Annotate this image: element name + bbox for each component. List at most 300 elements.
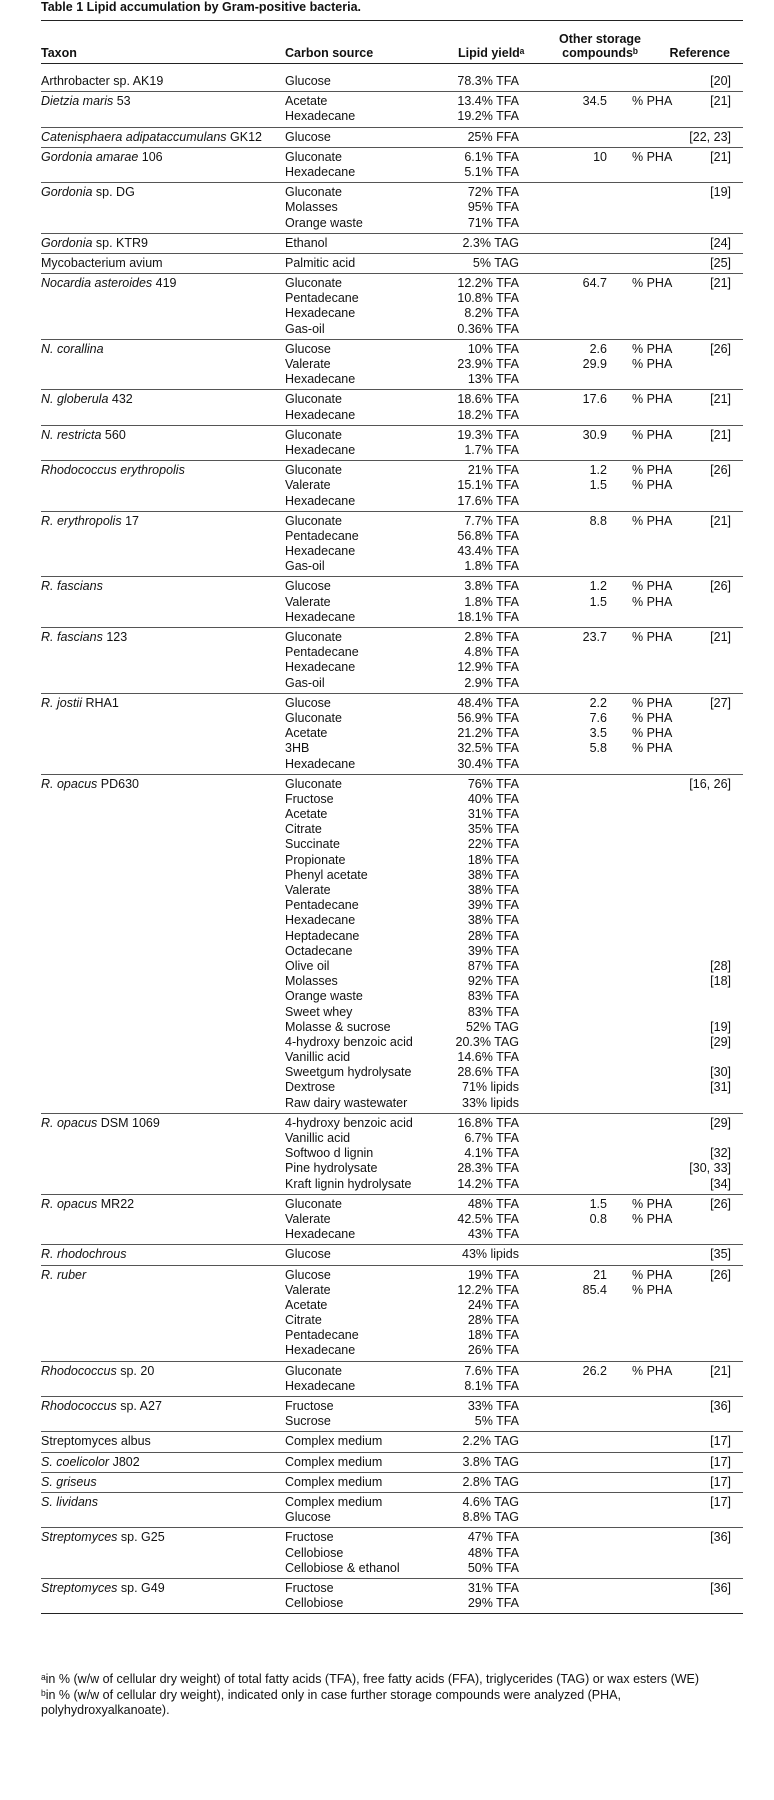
taxon-strain: 17 <box>121 513 139 528</box>
other-value-cell: 17.6 <box>582 392 607 407</box>
other-unit-cell: % PHA <box>632 741 673 756</box>
taxon-strain: 123 <box>102 630 128 644</box>
lipid-yield-cell: 7.6% TFA <box>464 1363 519 1378</box>
reference-cell: [26] <box>710 463 731 478</box>
taxon-cell <box>41 428 126 443</box>
taxon-strain: Mycobacterium avium <box>41 255 163 270</box>
lipid-yield-cell: 16.8% TFA <box>457 1115 519 1130</box>
carbon-source-cell: Complex medium <box>285 1454 383 1469</box>
reference-cell: [21] <box>710 513 731 528</box>
taxon-strain: sp. KTR9 <box>92 235 149 250</box>
lipid-yield-cell: 43% lipids <box>462 1247 519 1262</box>
reference-cell: [36] <box>710 1580 731 1595</box>
taxon-cell <box>41 463 185 478</box>
table-row <box>41 1116 743 1131</box>
taxon-italic: N. globerula <box>41 392 109 407</box>
carbon-source-cell: Complex medium <box>285 1474 383 1489</box>
taxon-strain: 53 <box>113 94 131 109</box>
lipid-yield-cell: 19.2% TFA <box>457 109 519 124</box>
taxon-italic: S. griseus <box>41 1474 97 1489</box>
lipid-yield-cell: 8.2% TFA <box>464 306 519 321</box>
table-row <box>41 185 743 200</box>
carbon-source-cell: Pentadecane <box>285 528 359 543</box>
table-row <box>41 1313 743 1328</box>
table-row <box>41 757 743 772</box>
reference-cell: [18] <box>710 974 731 989</box>
carbon-source-cell: Cellobiose & ethanol <box>285 1560 400 1575</box>
table-row <box>41 1455 743 1470</box>
carbon-source-cell: Gas-oil <box>285 675 325 690</box>
table-group <box>41 1493 743 1528</box>
carbon-source-cell: Heptadecane <box>285 928 360 943</box>
carbon-source-cell: Hexadecane <box>285 372 356 387</box>
reference-cell: [32] <box>710 1146 731 1161</box>
reference-cell: [30, 33] <box>689 1161 731 1176</box>
table-row <box>41 1581 743 1596</box>
other-value-cell: 29.9 <box>582 357 607 371</box>
table-group <box>41 92 743 127</box>
table-row <box>41 645 743 660</box>
taxon-italic: S. lividans <box>41 1494 98 1509</box>
table-row <box>41 74 743 89</box>
table-row <box>41 741 743 756</box>
lipid-yield-cell: 33% lipids <box>462 1095 519 1110</box>
table-row <box>41 792 743 807</box>
taxon-strain: GK12 <box>226 129 262 144</box>
table-row <box>41 443 743 458</box>
lipid-yield-cell: 1.8% TFA <box>464 594 519 609</box>
other-value-cell: 1.5 <box>589 594 607 609</box>
table-row <box>41 150 743 165</box>
table-row <box>41 408 743 423</box>
carbon-source-cell: Raw dairy wastewater <box>285 1095 408 1110</box>
table-row <box>41 236 743 251</box>
taxon-cell <box>41 630 127 645</box>
reference-cell: [21] <box>710 1363 731 1378</box>
carbon-source-cell: Succinate <box>285 837 340 852</box>
carbon-source-cell: Glucose <box>285 129 331 144</box>
lipid-yield-cell: 56.8% TFA <box>457 528 519 543</box>
carbon-source-cell: Fructose <box>285 791 334 806</box>
reference-cell: [19] <box>710 1019 731 1034</box>
carbon-source-cell: Fructose <box>285 1399 334 1413</box>
table-row <box>41 711 743 726</box>
other-value-cell: 5.8 <box>589 741 607 756</box>
lipid-yield-cell: 28% TFA <box>467 928 519 943</box>
other-unit-cell: % PHA <box>632 463 673 478</box>
carbon-source-cell: Gluconate <box>285 463 342 478</box>
lipid-yield-cell: 7.7% TFA <box>464 513 519 528</box>
table-row <box>41 1596 743 1611</box>
other-unit-cell: % PHA <box>632 1196 673 1211</box>
carbon-source-cell: Orange waste <box>285 215 363 230</box>
lipid-yield-cell: 12.2% TFA <box>457 1282 519 1297</box>
carbon-source-cell: Citrate <box>285 822 322 837</box>
taxon-cell <box>41 150 163 165</box>
table-row <box>41 1020 743 1035</box>
lipid-yield-cell: 21% TFA <box>467 463 519 478</box>
table-row <box>41 342 743 357</box>
lipid-yield-cell: 2.2% TAG <box>462 1434 519 1449</box>
other-value-cell: 3.5 <box>589 726 607 741</box>
taxon-strain: 432 <box>108 392 133 407</box>
lipid-yield-cell: 43% TFA <box>467 1227 519 1242</box>
table-group <box>41 1528 743 1579</box>
carbon-source-cell: Acetate <box>285 726 328 741</box>
other-value-cell: 1.5 <box>589 1196 607 1211</box>
lipid-yield-cell: 43.4% TFA <box>457 544 519 559</box>
taxon-cell <box>41 185 135 200</box>
carbon-source-cell: Glucose <box>285 579 331 594</box>
lipid-yield-cell: 35% TFA <box>467 822 519 837</box>
table-row <box>41 1080 743 1095</box>
lipid-yield-cell: 0.36% TFA <box>457 321 519 336</box>
other-unit-cell: % PHA <box>632 1363 673 1378</box>
lipid-yield-cell: 25% FFA <box>467 129 519 144</box>
footnote-b: ᵇin % (w/w of cellular dry weight), indicated only in case further storage compounds were analyzed (PHA, polyhydroxyalkanoate). <box>41 1687 621 1717</box>
reference-cell: [21] <box>710 392 731 407</box>
lipid-yield-cell: 32.5% TFA <box>457 741 519 756</box>
lipid-yield-cell: 72% TFA <box>467 185 519 200</box>
other-value-cell: 0.8 <box>589 1211 607 1226</box>
table-row <box>41 898 743 913</box>
taxon-italic: Rhodococcus <box>41 1363 117 1378</box>
lipid-yield-cell: 1.7% TFA <box>464 442 519 457</box>
reference-cell: [22, 23] <box>689 129 731 144</box>
reference-cell: [26] <box>710 341 731 356</box>
carbon-source-cell: Gluconate <box>285 276 342 291</box>
taxon-cell <box>41 342 104 357</box>
table-row <box>41 1364 743 1379</box>
table-row <box>41 357 743 372</box>
table-row <box>41 868 743 883</box>
reference-cell: [27] <box>710 695 731 710</box>
table-row <box>41 1065 743 1080</box>
table-row <box>41 1495 743 1510</box>
table-group <box>41 1397 743 1432</box>
other-unit-cell: % PHA <box>632 726 673 741</box>
lipid-yield-cell: 87% TFA <box>467 958 519 973</box>
carbon-source-cell: Ethanol <box>285 235 328 250</box>
other-unit-cell: % PHA <box>632 594 673 609</box>
taxon-cell <box>41 1530 165 1545</box>
table-row <box>41 256 743 271</box>
other-value-cell: 1.2 <box>589 579 607 594</box>
lipid-yield-cell: 22% TFA <box>467 837 519 852</box>
carbon-source-cell: Sweet whey <box>285 1004 353 1019</box>
taxon-italic: Rhodococcus <box>41 1399 117 1413</box>
table-row <box>41 1561 743 1576</box>
lipid-yield-cell: 23.9% TFA <box>457 357 519 371</box>
taxon-cell <box>41 236 148 251</box>
carbon-source-cell: Hexadecane <box>285 756 356 771</box>
lipid-yield-cell: 10% TFA <box>467 341 519 356</box>
carbon-source-cell: Glucose <box>285 695 331 710</box>
table-group <box>41 1473 743 1493</box>
lipid-yield-cell: 28.3% TFA <box>457 1161 519 1176</box>
taxon-italic: Streptomyces <box>41 1580 118 1595</box>
table-row <box>41 291 743 306</box>
table-row <box>41 1298 743 1313</box>
carbon-source-cell: Valerate <box>285 1282 331 1297</box>
taxon-italic: R. opacus <box>41 1196 98 1211</box>
carbon-source-cell: Gluconate <box>285 630 342 644</box>
other-unit-cell: % PHA <box>632 513 673 528</box>
table-row <box>41 1434 743 1449</box>
carbon-source-cell: Fructose <box>285 1530 334 1545</box>
lipid-yield-cell: 28% TFA <box>467 1313 519 1328</box>
lipid-yield-cell: 40% TFA <box>467 791 519 806</box>
table-row <box>41 494 743 509</box>
table-row <box>41 883 743 898</box>
lipid-yield-cell: 18% TFA <box>467 1328 519 1343</box>
table-row <box>41 807 743 822</box>
lipid-yield-cell: 71% lipids <box>462 1080 519 1095</box>
carbon-source-cell: Glucose <box>285 74 331 88</box>
carbon-source-cell: Molasse & sucrose <box>285 1019 391 1034</box>
taxon-strain: sp. DG <box>92 185 135 200</box>
carbon-source-cell: Fructose <box>285 1580 334 1595</box>
taxon-cell <box>41 1581 165 1596</box>
lipid-yield-cell: 31% TFA <box>467 1580 519 1595</box>
table-group <box>41 254 743 274</box>
table-group <box>41 1266 743 1362</box>
carbon-source-cell: 4-hydroxy benzoic acid <box>285 1034 413 1049</box>
reference-cell: [34] <box>710 1176 731 1191</box>
reference-cell: [25] <box>710 255 731 270</box>
reference-cell: [21] <box>710 149 731 164</box>
table-row <box>41 544 743 559</box>
carbon-source-cell: Gluconate <box>285 427 342 442</box>
other-unit-cell: % PHA <box>632 579 673 594</box>
lipid-yield-cell: 2.8% TFA <box>464 630 519 644</box>
carbon-source-cell: Valerate <box>285 883 331 897</box>
carbon-source-cell: Sweetgum hydrolysate <box>285 1065 412 1080</box>
taxon-cell <box>41 696 119 711</box>
taxon-strain: sp. 20 <box>116 1363 155 1378</box>
lipid-yield-cell: 39% TFA <box>467 943 519 958</box>
table-group <box>41 1362 743 1397</box>
table-group <box>41 1453 743 1473</box>
table-row <box>41 529 743 544</box>
table-group <box>41 1579 743 1614</box>
header-other-storage <box>545 32 655 60</box>
lipid-yield-cell: 12.9% TFA <box>457 660 519 675</box>
carbon-source-cell: Gluconate <box>285 185 342 200</box>
other-unit-cell: % PHA <box>632 1267 673 1282</box>
lipid-yield-cell: 21.2% TFA <box>457 726 519 741</box>
other-value-cell: 1.5 <box>589 478 607 493</box>
carbon-source-cell: Pentadecane <box>285 898 359 913</box>
carbon-source-cell: Valerate <box>285 1211 331 1226</box>
table-row <box>41 913 743 928</box>
lipid-yield-cell: 6.7% TFA <box>464 1131 519 1145</box>
reference-cell: [17] <box>710 1474 731 1489</box>
table-row <box>41 676 743 691</box>
lipid-yield-cell: 12.2% TFA <box>457 276 519 291</box>
carbon-source-cell: Valerate <box>285 357 331 371</box>
lipid-yield-cell: 18.1% TFA <box>457 609 519 624</box>
taxon-italic: N. corallina <box>41 341 104 356</box>
reference-cell: [19] <box>710 185 731 200</box>
lipid-yield-cell: 29% TFA <box>467 1596 519 1611</box>
other-unit-cell: % PHA <box>632 94 673 109</box>
reference-cell: [17] <box>710 1454 731 1469</box>
table-row <box>41 1161 743 1176</box>
taxon-italic: Gordonia <box>41 235 93 250</box>
taxon-cell <box>41 1116 160 1131</box>
table-group <box>41 148 743 183</box>
lipid-yield-cell: 56.9% TFA <box>457 710 519 725</box>
lipid-yield-cell: 18.6% TFA <box>457 392 519 407</box>
table-row <box>41 130 743 145</box>
lipid-yield-cell: 50% TFA <box>467 1560 519 1575</box>
carbon-source-cell: Valerate <box>285 478 331 493</box>
reference-cell: [26] <box>710 1196 731 1211</box>
lipid-yield-cell: 14.2% TFA <box>457 1176 519 1191</box>
carbon-source-cell: Phenyl acetate <box>285 867 368 882</box>
taxon-strain: PD630 <box>97 776 139 791</box>
taxon-strain: DSM 1069 <box>97 1115 160 1130</box>
carbon-source-cell: Gluconate <box>285 1196 342 1211</box>
table-row <box>41 1212 743 1227</box>
taxon-italic: Streptomyces <box>41 1530 118 1545</box>
other-unit-cell: % PHA <box>632 149 673 164</box>
reference-cell: [21] <box>710 94 731 109</box>
carbon-source-cell: Gluconate <box>285 392 342 407</box>
other-value-cell: 26.2 <box>582 1363 607 1378</box>
table-row <box>41 974 743 989</box>
lipid-yield-cell: 8.1% TFA <box>464 1378 519 1393</box>
table-row <box>41 1475 743 1490</box>
table-row <box>41 929 743 944</box>
taxon-cell <box>41 1197 134 1212</box>
table-row <box>41 579 743 594</box>
taxon-italic: Rhodococcus erythropolis <box>41 463 185 478</box>
table-row <box>41 1146 743 1161</box>
carbon-source-cell: Complex medium <box>285 1494 383 1509</box>
header-reference: Reference <box>669 46 730 60</box>
taxon-strain: sp. G49 <box>117 1580 165 1595</box>
table-row <box>41 726 743 741</box>
table-row <box>41 837 743 852</box>
taxon-cell <box>41 1455 140 1470</box>
carbon-source-cell: Gas-oil <box>285 321 325 336</box>
table-row <box>41 1050 743 1065</box>
lipid-yield-cell: 71% TFA <box>467 215 519 230</box>
carbon-source-cell: Hexadecane <box>285 442 356 457</box>
carbon-source-cell: Molasses <box>285 974 338 989</box>
carbon-source-cell: Hexadecane <box>285 913 356 928</box>
reference-cell: [21] <box>710 276 731 291</box>
header-other-line2: compoundsᵇ <box>562 46 638 60</box>
reference-cell: [28] <box>710 958 731 973</box>
lipid-yield-cell: 48% TFA <box>467 1196 519 1211</box>
carbon-source-cell: Glucose <box>285 1267 331 1282</box>
reference-cell: [26] <box>710 1267 731 1282</box>
carbon-source-cell: Hexadecane <box>285 109 356 124</box>
other-unit-cell: % PHA <box>632 392 673 407</box>
table-row <box>41 322 743 337</box>
table-row <box>41 306 743 321</box>
reference-cell: [31] <box>710 1080 731 1095</box>
carbon-source-cell: Hexadecane <box>285 609 356 624</box>
taxon-cell <box>41 777 139 792</box>
table-row <box>41 1343 743 1358</box>
table-row <box>41 1096 743 1111</box>
carbon-source-cell: 4-hydroxy benzoic acid <box>285 1115 413 1130</box>
taxon-strain: 106 <box>138 149 163 164</box>
carbon-source-cell: Glucose <box>285 1510 331 1525</box>
table-row <box>41 1035 743 1050</box>
table-row <box>41 660 743 675</box>
table-group <box>41 694 743 775</box>
carbon-source-cell: Acetate <box>285 1297 328 1312</box>
lipid-yield-cell: 38% TFA <box>467 913 519 928</box>
table-row <box>41 478 743 493</box>
taxon-italic: N. restricta <box>41 427 102 442</box>
other-value-cell: 30.9 <box>582 427 607 442</box>
table-row <box>41 1268 743 1283</box>
table-row <box>41 1530 743 1545</box>
taxon-cell <box>41 94 131 109</box>
lipid-yield-cell: 26% TFA <box>467 1343 519 1358</box>
table-group <box>41 512 743 578</box>
lipid-yield-cell: 4.1% TFA <box>464 1146 519 1161</box>
other-value-cell: 34.5 <box>582 94 607 109</box>
table-row <box>41 853 743 868</box>
carbon-source-cell: Hexadecane <box>285 164 356 179</box>
carbon-source-cell: Pine hydrolysate <box>285 1161 378 1176</box>
table-group <box>41 461 743 512</box>
table-group <box>41 1432 743 1452</box>
taxon-italic: R. opacus <box>41 1115 98 1130</box>
other-value-cell: 85.4 <box>582 1282 607 1297</box>
lipid-yield-cell: 5% TAG <box>472 255 519 270</box>
carbon-source-cell: Molasses <box>285 200 338 215</box>
reference-cell: [35] <box>710 1247 731 1262</box>
lipid-yield-cell: 78.3% TFA <box>457 74 519 88</box>
carbon-source-cell: Pentadecane <box>285 291 359 306</box>
table-row <box>41 372 743 387</box>
carbon-source-cell: Hexadecane <box>285 407 356 422</box>
reference-cell: [21] <box>710 630 731 644</box>
table-group <box>41 340 743 391</box>
other-value-cell: 2.6 <box>589 341 607 356</box>
lipid-yield-cell: 83% TFA <box>467 989 519 1004</box>
reference-cell: [20] <box>710 74 731 88</box>
table-row <box>41 1227 743 1242</box>
carbon-source-cell: Gluconate <box>285 1363 342 1378</box>
carbon-source-cell: Gluconate <box>285 513 342 528</box>
carbon-source-cell: Hexadecane <box>285 493 356 508</box>
other-unit-cell: % PHA <box>632 1282 673 1297</box>
lipid-yield-cell: 17.6% TFA <box>457 493 519 508</box>
carbon-source-cell: Acetate <box>285 807 328 822</box>
taxon-strain: 560 <box>101 427 126 442</box>
lipid-yield-cell: 13.4% TFA <box>457 94 519 109</box>
lipid-yield-cell: 52% TAG <box>465 1019 519 1034</box>
lipid-yield-cell: 24% TFA <box>467 1297 519 1312</box>
taxon-italic: R. erythropolis <box>41 513 122 528</box>
lipid-yield-cell: 48% TFA <box>467 1545 519 1560</box>
table-group <box>41 72 743 92</box>
table-row <box>41 1177 743 1192</box>
carbon-source-cell: Pentadecane <box>285 645 359 660</box>
taxon-cell <box>41 1364 154 1379</box>
other-unit-cell: % PHA <box>632 357 673 371</box>
table-row <box>41 630 743 645</box>
